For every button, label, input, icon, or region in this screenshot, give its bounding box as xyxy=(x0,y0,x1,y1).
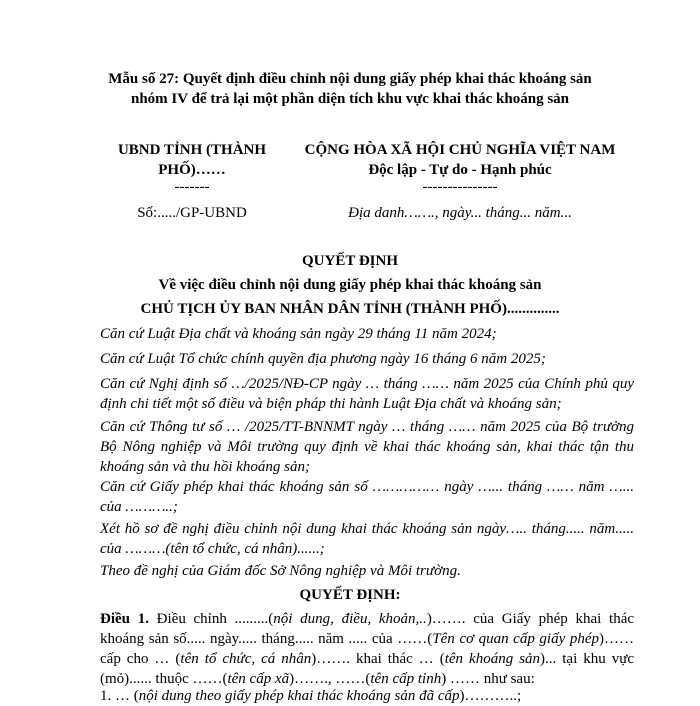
document-number: Số:...../GP-UBND xyxy=(137,205,247,221)
national-title: CỘNG HÒA XÃ HỘI CHỦ NGHĨA VIỆT NAM xyxy=(304,142,616,158)
article-1-italic-5: tên cấp xã xyxy=(227,671,290,687)
decision-heading: QUYẾT ĐỊNH xyxy=(302,253,398,269)
article-1-text-6: )……., ……( xyxy=(289,671,371,687)
article-1 xyxy=(100,609,634,689)
place-and-date: Địa danh……., ngày... tháng... năm... xyxy=(348,205,572,221)
legal-basis-5: Căn cứ Giấy phép khai thác khoáng sản số …………… ngày …... tháng …… năm …... của ………..; xyxy=(100,479,634,515)
decision-authority: CHỦ TỊCH ỦY BAN NHÂN DÂN TỈNH (THÀNH PHỐ).............. xyxy=(140,301,560,317)
legal-basis-4: Căn cứ Thông tư số … /2025/TT-BNNMT ngày … tháng …… năm 2025 của Bộ trưởng Bộ Nông nghiệp và Môi trường quy định về khai thác khoáng sản, khai thác tận thu khoáng sản và thu hồi khoáng sản; xyxy=(100,419,634,475)
article-1-italic-1: nội dung, điều, khoản,.. xyxy=(273,611,427,627)
motto-separator: --------------- xyxy=(422,179,498,195)
item-1-text-2: )………..; xyxy=(459,688,522,704)
org-separator: ------- xyxy=(174,179,210,195)
article-1-text-1: Điều chỉnh .........( xyxy=(148,611,274,627)
article-1-italic-4: tên khoáng sản xyxy=(444,651,541,667)
article-1-text-7: ) …… như sau: xyxy=(441,671,535,687)
article-1-item-1 xyxy=(100,686,634,706)
article-1-text-3: )…… cấp cho … ( xyxy=(100,631,634,667)
article-1-text-5: )... tại khu vực (mỏ)...... thuộc ……( xyxy=(100,651,635,687)
legal-basis-2: Căn cứ Luật Tổ chức chính quyền địa phương ngày 16 tháng 6 năm 2025; xyxy=(100,351,546,367)
legal-basis-3: Căn cứ Nghị định số …/2025/NĐ-CP ngày … tháng …… năm 2025 của Chính phủ quy định chi tiết một số điều và biện pháp thi hành Luật Địa chất và khoáng sản; xyxy=(100,376,634,412)
form-title-line-1: Mẫu số 27: Quyết định điều chỉnh nội dung giấy phép khai thác khoáng sản xyxy=(108,71,592,87)
decides-heading: QUYẾT ĐỊNH: xyxy=(299,587,401,603)
article-1-text-2: )……. của Giấy phép khai thác khoáng sản số..... ngày..... tháng..... năm ..... của ……( xyxy=(100,611,635,647)
form-title xyxy=(100,69,600,109)
decision-subject: Về việc điều chỉnh nội dung giấy phép khai thác khoáng sản xyxy=(158,277,542,293)
article-1-text-4: )……. khai thác … ( xyxy=(311,651,445,667)
article-1-italic-3: tên tổ chức, cá nhân xyxy=(180,651,312,667)
form-title-line-2: nhóm IV để trả lại một phần diện tích khu vực khai thác khoáng sản xyxy=(131,91,569,107)
article-1-label: Điều 1. xyxy=(100,611,149,627)
legal-basis-1: Căn cứ Luật Địa chất và khoáng sản ngày 29 tháng 11 năm 2024; xyxy=(100,326,497,342)
org-name-line-1: UBND TỈNH (THÀNH xyxy=(117,142,267,158)
national-motto: Độc lập - Tự do - Hạnh phúc xyxy=(368,162,552,178)
org-name-line-2: PHỐ)…… xyxy=(158,162,226,178)
item-1-italic-1: nội dung theo giấy phép khai thác khoáng sản đã cấp xyxy=(138,688,460,704)
legal-basis-6: Xét hồ sơ đề nghị điều chỉnh nội dung khai thác khoáng sản ngày….. tháng..... năm..... của ………(tên tổ chức, cá nhân)......; xyxy=(100,521,634,557)
item-1-text-1: 1. … ( xyxy=(100,688,139,704)
article-1-italic-6: tên cấp tỉnh xyxy=(370,671,442,687)
national-header xyxy=(290,140,630,194)
legal-basis-7: Theo đề nghị của Giám đốc Sở Nông nghiệp và Môi trường. xyxy=(100,563,461,579)
issuing-authority-header xyxy=(108,140,276,194)
article-1-italic-2: Tên cơ quan cấp giấy phép xyxy=(432,631,599,647)
